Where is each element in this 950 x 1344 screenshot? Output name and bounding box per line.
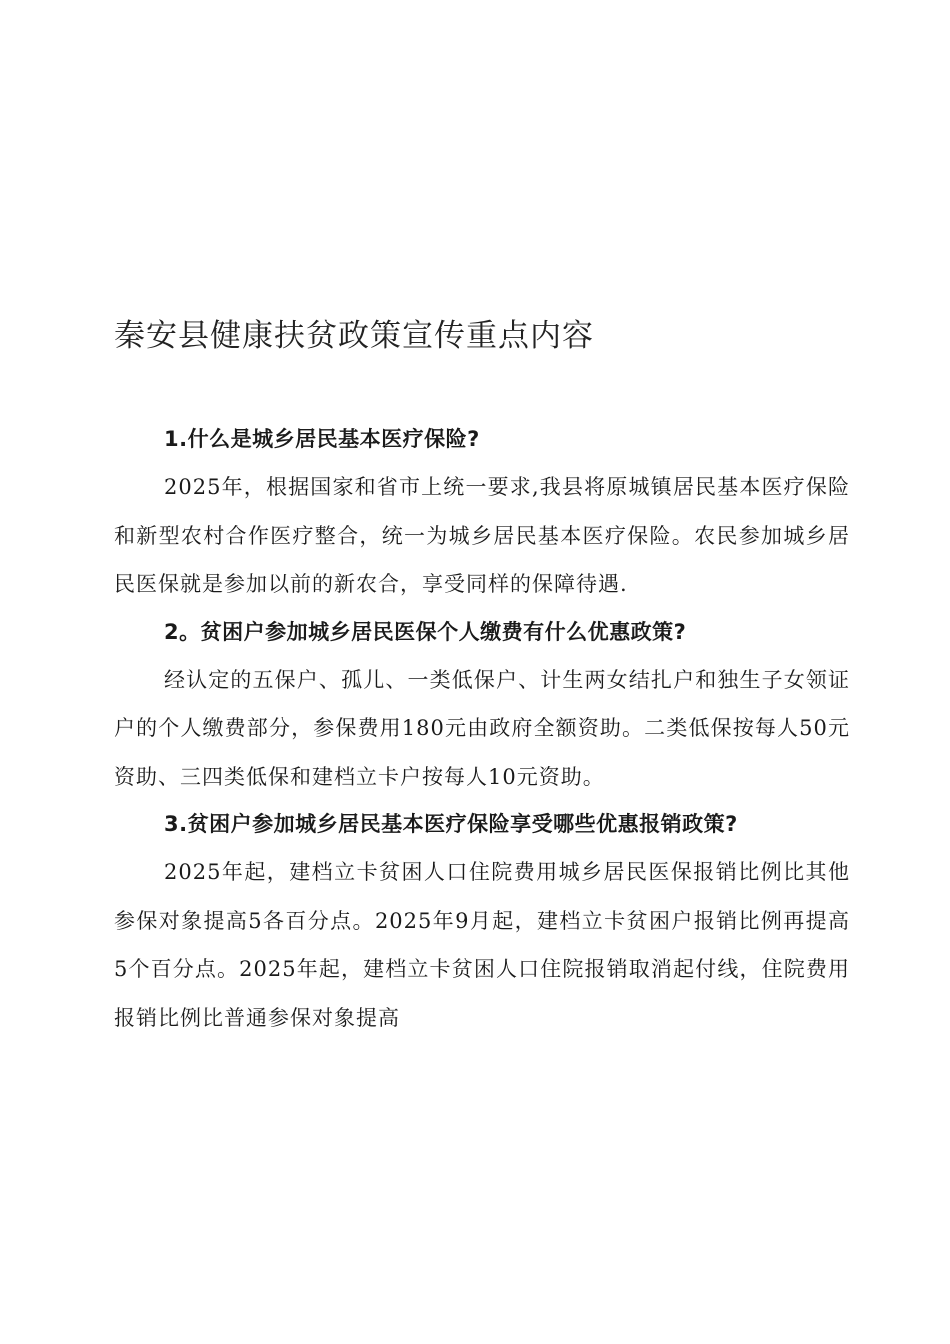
document-body: [114, 416, 850, 1042]
section-paragraph: 2025年起，建档立卡贫困人口住院费用城乡居民医保报销比例比其他参保对象提高5各百分点。2025年9月起，建档立卡贫困户报销比例再提高5个百分点。2025年起，建档立卡贫困人口住院报销取消起付线，住院费用报销比例比普通参保对象提高: [114, 860, 850, 1030]
document-title: 秦安县健康扶贫政策宣传重点内容: [114, 318, 594, 354]
section-heading: 3.贫困户参加城乡居民基本医疗保险享受哪些优惠报销政策?: [164, 812, 738, 836]
section-2: [114, 609, 850, 802]
section-1: [114, 416, 850, 609]
section-heading: 2。贫困户参加城乡居民医保个人缴费有什么优惠政策?: [164, 619, 687, 644]
section-paragraph: 经认定的五保户、孤儿、一类低保户、计生两女结扎户和独生子女领证户的个人缴费部分，参保费用180元由政府全额资助。二类低保按每人50元资助、三四类低保和建档立卡户按每人10元资助。: [114, 667, 850, 789]
section-paragraph: 2025年，根据国家和省市上统一要求,我县将原城镇居民基本医疗保险和新型农村合作医疗整合，统一为城乡居民基本医疗保险。农民参加城乡居民医保就是参加以前的新农合，享受同样的保障待遇.: [114, 475, 850, 596]
section-heading: 1.什么是城乡居民基本医疗保险?: [164, 427, 480, 451]
section-3: [114, 801, 850, 1042]
